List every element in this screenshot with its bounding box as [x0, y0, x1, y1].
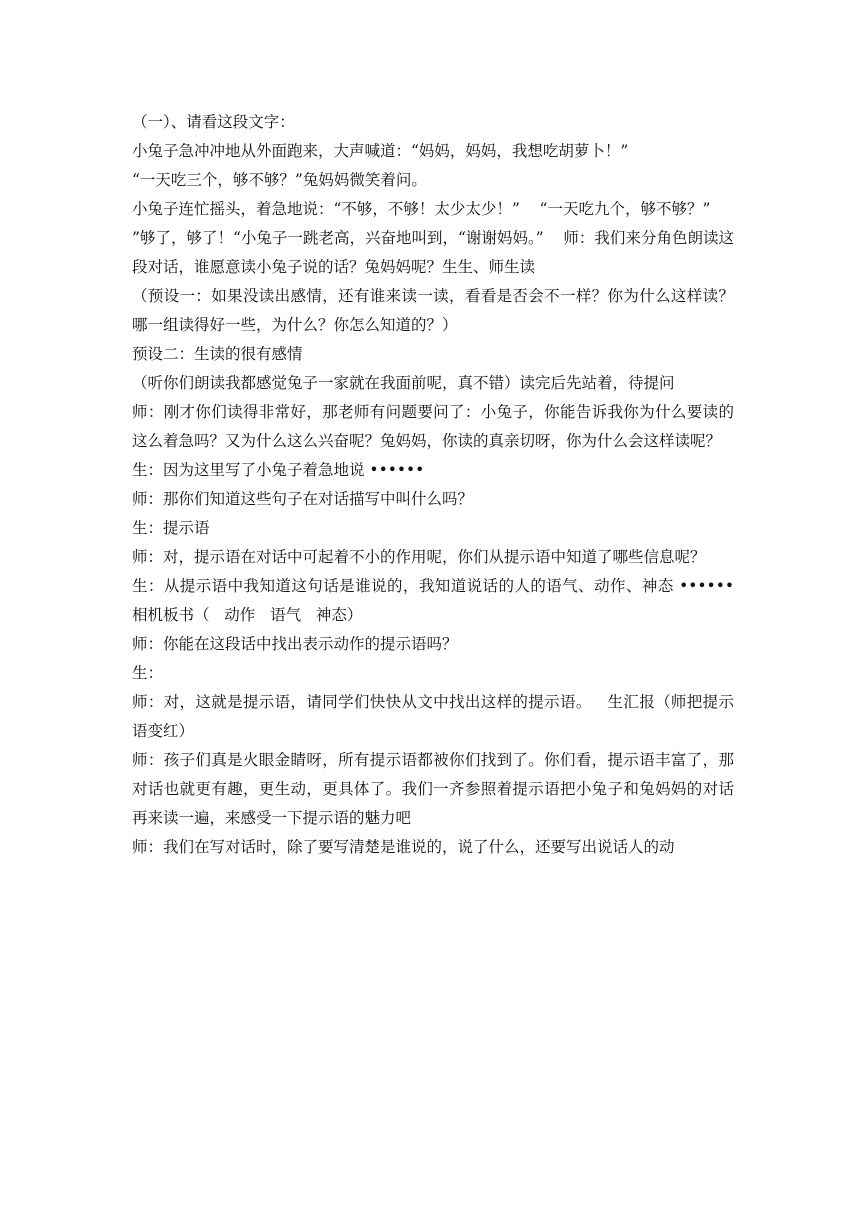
- paragraph: 小兔子连忙摇头，着急地说：“不够，不够！太少太少！” “一天吃九个，够不够？”: [132, 200, 711, 218]
- section-heading: （一）、请看这段文字：: [132, 113, 295, 131]
- paragraph: ”够了，够了！“小兔子一跳老高，兴奋地叫到，“谢谢妈妈。” 师：我们来分角色朗读这段对话，谁愿意读小兔子说的话？兔妈妈呢？生生、师生读: [132, 229, 734, 276]
- document-page: [132, 108, 739, 862]
- paragraph: 师：我们在写对话时，除了要写清楚是谁说的，说了什么，还要写出说话人的动: [132, 838, 675, 856]
- paragraph: 生：: [132, 664, 164, 682]
- paragraph: （预设一：如果没读出感情，还有谁来读一读，看看是否会不一样？你为什么这样读？哪一组读得好一些，为什么？你怎么知道的？）: [132, 287, 734, 334]
- paragraph: 师：孩子们真是火眼金睛呀，所有提示语都被你们找到了。你们看，提示语丰富了，那对话也就更有趣，更生动，更具体了。我们一齐参照着提示语把小兔子和兔妈妈的对话再来读一遍，来感受一下提示语的魅力吧: [132, 751, 734, 827]
- paragraph: 预设二：生读的很有感情: [132, 345, 303, 363]
- paragraph: “一天吃三个，够不够？”兔妈妈微笑着问。: [132, 171, 427, 189]
- paragraph: 师：对，提示语在对话中可起着不小的作用呢，你们从提示语中知道了哪些信息呢？: [132, 548, 706, 566]
- paragraph: 师：刚才你们读得非常好，那老师有问题要问了：小兔子，你能告诉我你为什么要读的这么着急吗？又为什么这么兴奋呢？兔妈妈，你读的真亲切呀，你为什么会这样读呢？: [132, 403, 734, 450]
- paragraph: （听你们朗读我都感觉兔子一家就在我面前呢，真不错）读完后先站着，待提问: [132, 374, 675, 392]
- paragraph: 师：对，这就是提示语，请同学们快快从文中找出这样的提示语。 生汇报（师把提示语变红）: [132, 693, 734, 740]
- paragraph: 生：因为这里写了小兔子着急地说 ••••••: [132, 461, 425, 479]
- paragraph: 小兔子急冲冲地从外面跑来，大声喊道：“妈妈，妈妈，我想吃胡萝卜！”: [132, 142, 629, 160]
- paragraph: 师：那你们知道这些句子在对话描写中叫什么吗？: [132, 490, 474, 508]
- paragraph: 生：提示语: [132, 519, 210, 537]
- paragraph: 生：从提示语中我知道这句话是谁说的，我知道说话的人的语气、动作、神态 •••••• 相机板书（ 动作 语气 神态）: [132, 577, 739, 624]
- paragraph: 师：你能在这段话中找出表示动作的提示语吗？: [132, 635, 458, 653]
